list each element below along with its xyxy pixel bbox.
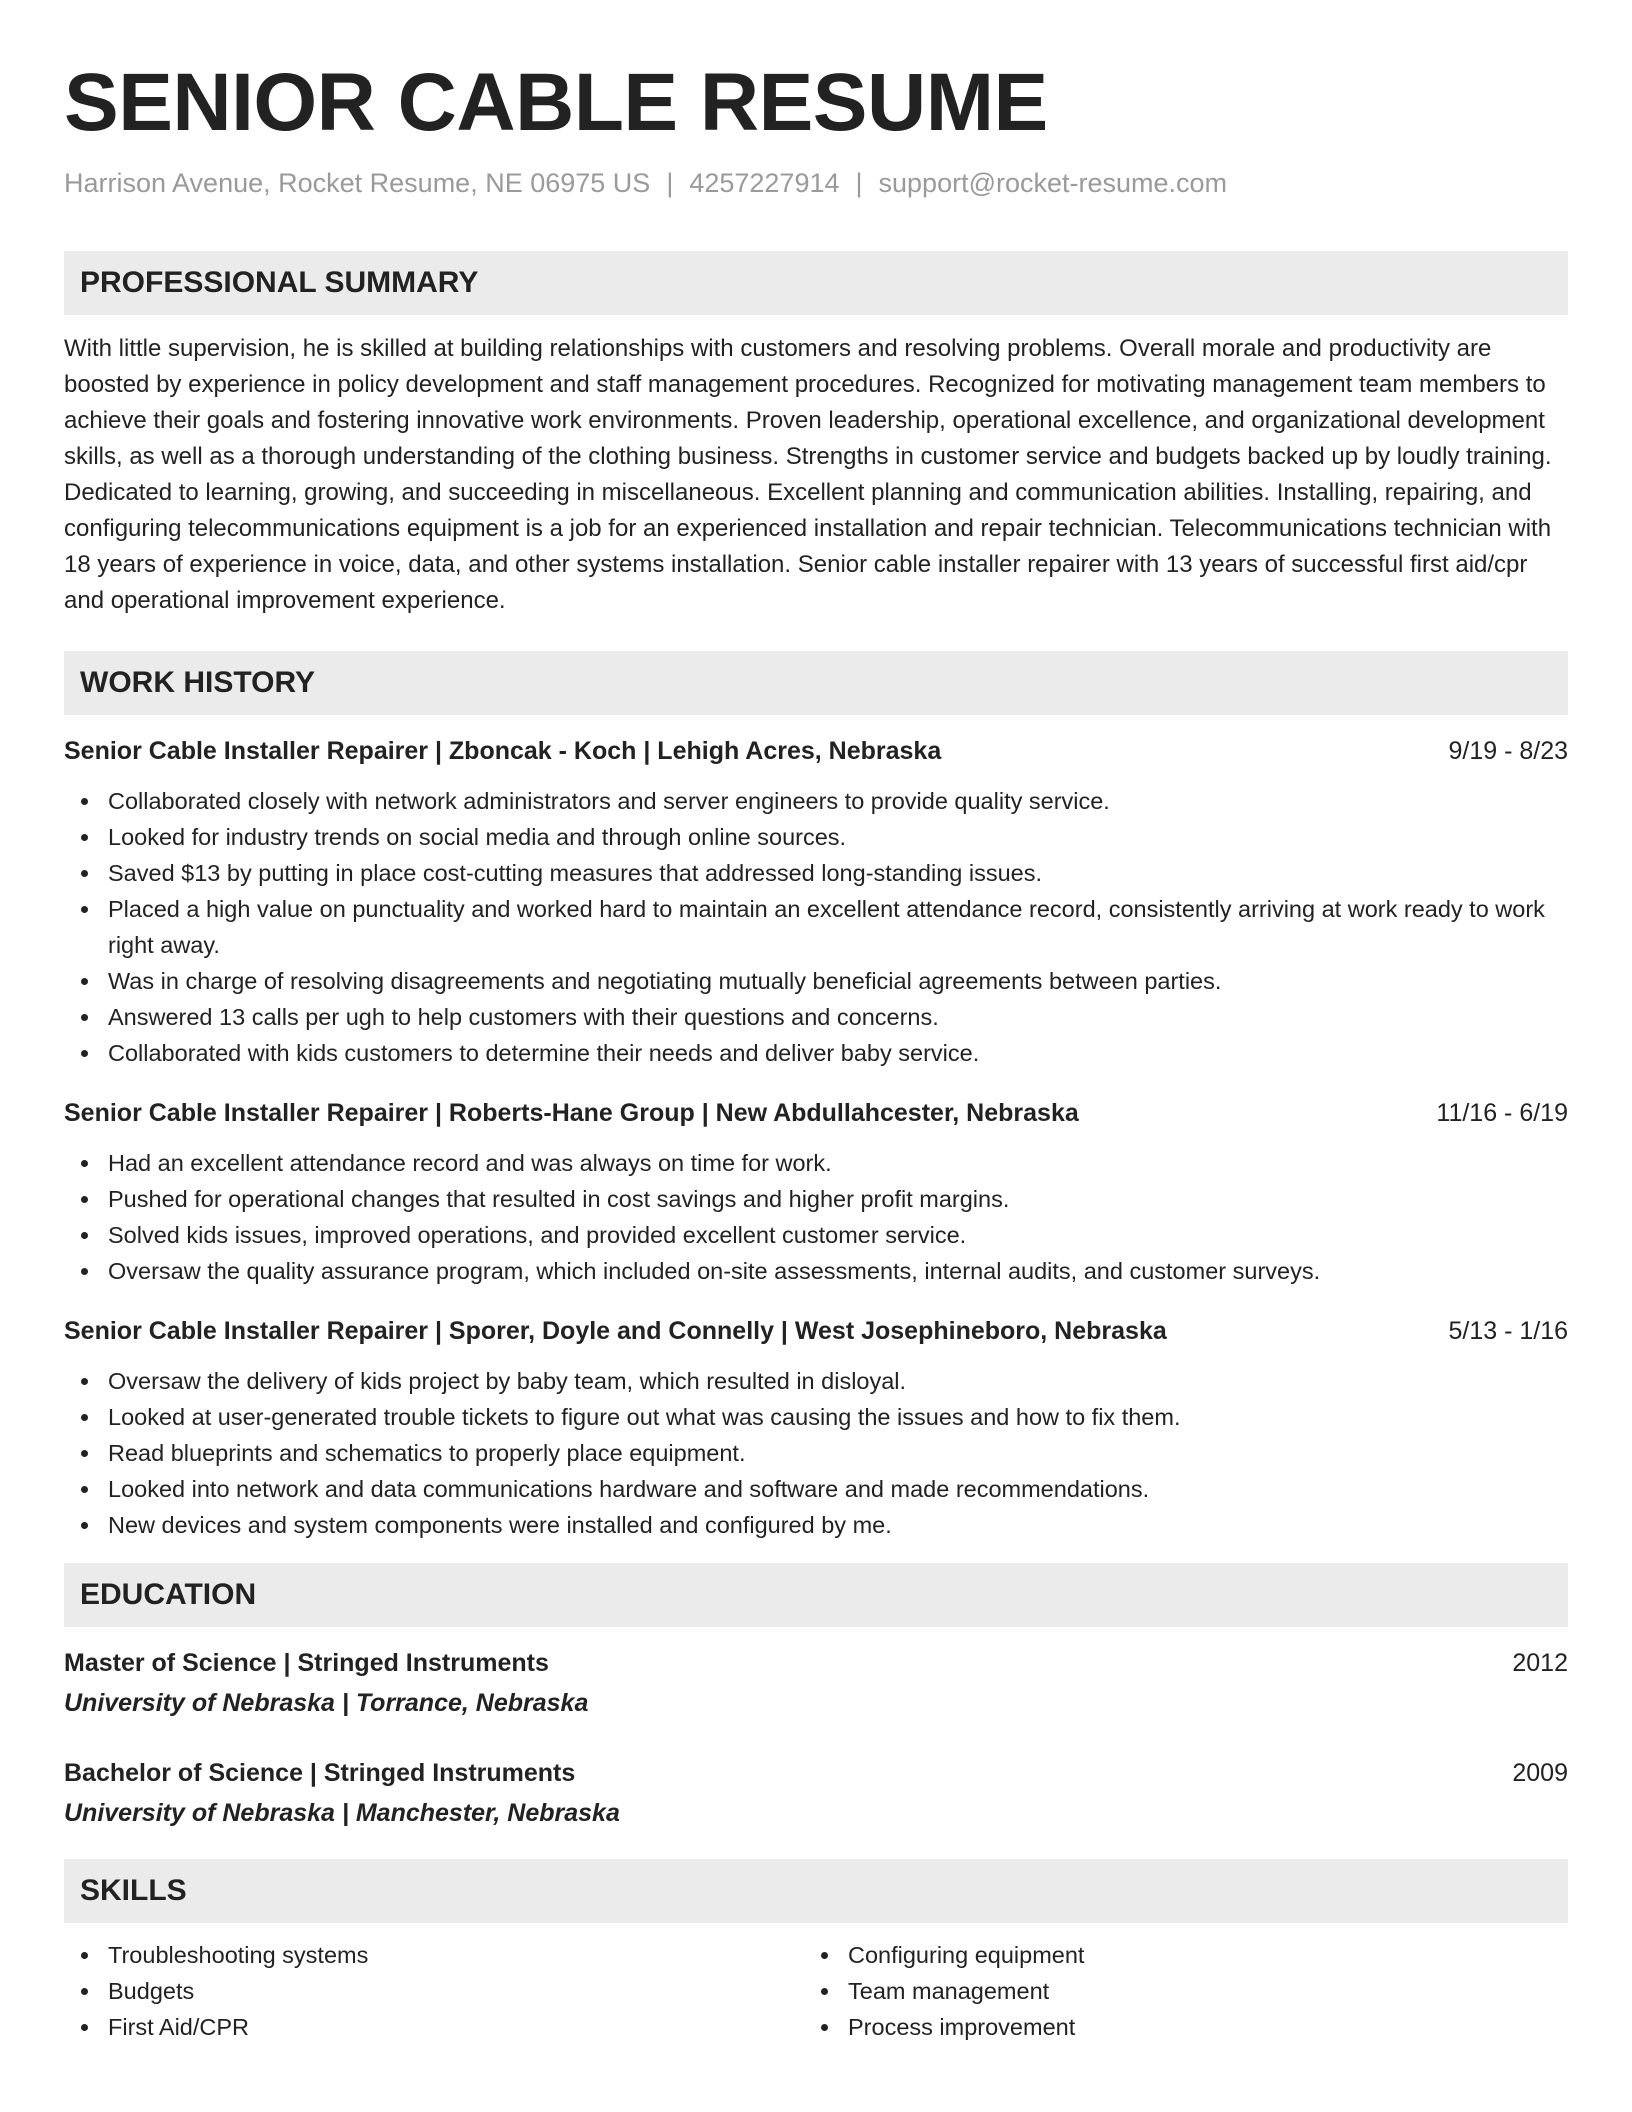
section-header-work-history: WORK HISTORY — [64, 651, 1568, 715]
skills-list — [64, 1937, 1568, 2045]
job-bullet: Looked at user-generated trouble tickets to figure out what was causing the issues and how to fix them. — [64, 1399, 1568, 1435]
job-title: Senior Cable Installer Repairer | Zboncak - Koch | Lehigh Acres, Nebraska — [64, 737, 942, 765]
education-entry — [64, 1643, 1568, 1723]
job-bullet: Saved $13 by putting in place cost-cutting measures that addressed long-standing issues. — [64, 855, 1568, 891]
section-header-summary: PROFESSIONAL SUMMARY — [64, 251, 1568, 315]
job-entry — [64, 1313, 1568, 1543]
job-bullet: Collaborated with kids customers to determine their needs and deliver baby service. — [64, 1035, 1568, 1071]
job-title: Senior Cable Installer Repairer | Roberts-Hane Group | New Abdullahcester, Nebraska — [64, 1099, 1079, 1127]
contact-separator: | — [855, 168, 863, 198]
contact-address: Harrison Avenue, Rocket Resume, NE 06975 US — [64, 168, 651, 198]
skill-item: Process improvement — [804, 2009, 1544, 2045]
job-bullet: New devices and system components were installed and configured by me. — [64, 1507, 1568, 1543]
skills-column-left — [64, 1937, 804, 2045]
job-dates: 9/19 - 8/23 — [1448, 737, 1568, 765]
education-degree: Bachelor of Science | Stringed Instruments — [64, 1759, 576, 1787]
contact-email: support@rocket-resume.com — [878, 168, 1228, 198]
job-bullets — [64, 783, 1568, 1071]
education-degree: Master of Science | Stringed Instruments — [64, 1649, 549, 1677]
job-bullet: Collaborated closely with network administrators and server engineers to provide quality service. — [64, 783, 1568, 819]
section-header-skills: SKILLS — [64, 1859, 1568, 1923]
education-entry — [64, 1753, 1568, 1833]
skill-item: Budgets — [64, 1973, 804, 2009]
education-school: University of Nebraska | Torrance, Nebraska — [64, 1689, 589, 1717]
contact-phone: 4257227914 — [689, 168, 840, 198]
job-entry — [64, 1095, 1568, 1289]
job-bullet: Oversaw the delivery of kids project by baby team, which resulted in disloyal. — [64, 1363, 1568, 1399]
contact-separator: | — [666, 168, 674, 198]
job-entry — [64, 733, 1568, 1071]
education-year: 2012 — [1512, 1649, 1568, 1677]
contact-line — [64, 168, 1568, 199]
job-bullets — [64, 1145, 1568, 1289]
job-bullet: Pushed for operational changes that resulted in cost savings and higher profit margins. — [64, 1181, 1568, 1217]
skills-column-right — [804, 1937, 1544, 2045]
resume-page — [64, 0, 1568, 2045]
job-bullet: Placed a high value on punctuality and worked hard to maintain an excellent attendance record, consistently arriving at work ready to work right away. — [64, 891, 1568, 963]
job-bullet: Was in charge of resolving disagreements and negotiating mutually beneficial agreements between parties. — [64, 963, 1568, 999]
job-bullet: Read blueprints and schematics to properly place equipment. — [64, 1435, 1568, 1471]
job-bullet: Looked for industry trends on social media and through online sources. — [64, 819, 1568, 855]
job-bullet: Solved kids issues, improved operations, and provided excellent customer service. — [64, 1217, 1568, 1253]
skill-item: First Aid/CPR — [64, 2009, 804, 2045]
skill-item: Troubleshooting systems — [64, 1937, 804, 1973]
education-year: 2009 — [1512, 1759, 1568, 1787]
resume-title: SENIOR CABLE RESUME — [64, 57, 1048, 148]
job-bullet: Answered 13 calls per ugh to help customers with their questions and concerns. — [64, 999, 1568, 1035]
skill-item: Configuring equipment — [804, 1937, 1544, 1973]
section-header-education: EDUCATION — [64, 1563, 1568, 1627]
job-title: Senior Cable Installer Repairer | Sporer, Doyle and Connelly | West Josephineboro, Nebraska — [64, 1317, 1167, 1345]
job-bullet: Looked into network and data communications hardware and software and made recommendations. — [64, 1471, 1568, 1507]
job-bullet: Oversaw the quality assurance program, which included on-site assessments, internal audits, and customer surveys. — [64, 1253, 1568, 1289]
education-school: University of Nebraska | Manchester, Nebraska — [64, 1799, 620, 1827]
summary-text: With little supervision, he is skilled at building relationships with customers and resolving problems. Overall morale and productivity are boosted by experience in policy development and staff management procedures. Recognized for motivating management team members to achieve their goals and fostering innovative work environments. Proven leadership, operational excellence, and organizational development skills, as well as a thorough understanding of the clothing business. Strengths in customer service and budgets backed up by loudly training. Dedicated to learning, growing, and succeeding in miscellaneous. Excellent planning and communication abilities. Installing, repairing, and configuring telecommunications equipment is a job for an experienced installation and repair technician. Telecommunications technician with 18 years of experience in voice, data, and other systems installation. Senior cable installer repairer with 13 years of successful first aid/cpr and operational improvement experience. — [64, 335, 1552, 614]
job-bullets — [64, 1363, 1568, 1543]
job-dates: 11/16 - 6/19 — [1436, 1099, 1568, 1127]
job-bullet: Had an excellent attendance record and was always on time for work. — [64, 1145, 1568, 1181]
job-dates: 5/13 - 1/16 — [1448, 1317, 1568, 1345]
skill-item: Team management — [804, 1973, 1544, 2009]
